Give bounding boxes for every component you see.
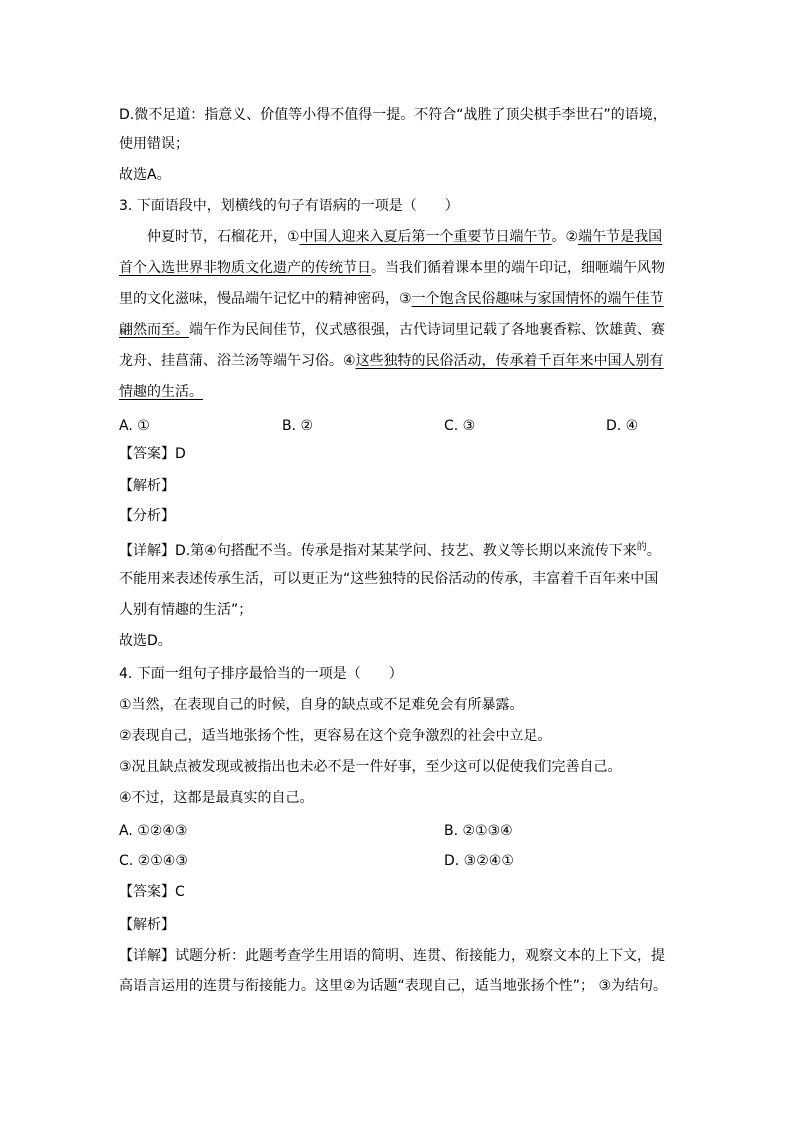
analysis-label	[119, 915, 679, 935]
underlined-sentence: 首个入选世界非物质文化遗产的传统节日	[119, 260, 371, 276]
sentence-item	[119, 695, 679, 715]
passage-line	[119, 289, 679, 309]
text-segment: 仲夏时节，石榴花开，①	[147, 229, 300, 245]
text-segment: 里的文化滋味，慢品端午记忆中的精神密码，③	[119, 291, 412, 307]
passage-line	[119, 258, 679, 278]
text-segment: 使用错误；	[119, 136, 189, 152]
passage-line	[119, 351, 679, 371]
option-a: A. ①②④③	[119, 823, 188, 839]
text-segment: 。当我们循着课本里的端午印记，细咂端午风物	[371, 260, 665, 276]
text-segment: 人别有情趣的生活”；	[119, 602, 253, 618]
detail-line	[119, 946, 679, 966]
text-segment: 【详解】D.第④句搭配不当。传承是指对某某学问、技艺、教义等长期以来流传下来	[119, 543, 637, 559]
text-segment: ②表现自己，适当地张扬个性，更容易在这个竞争激烈的社会中立足。	[119, 728, 552, 744]
text-segment: 【详解】试题分析：此题考查学生用语的简明、连贯、衔接能力，观察文本的上下文，提	[119, 948, 665, 964]
text-segment: 龙舟、挂菖蒲、浴兰汤等端午习俗。④	[119, 353, 356, 369]
choice-conclusion	[119, 631, 679, 651]
question-4-title	[119, 664, 679, 684]
analysis-option-d	[119, 105, 679, 125]
option-d: D. ③②④①	[444, 853, 514, 869]
text-segment: ①当然，在表现自己的时候，自身的缺点或不足难免会有所暴露。	[119, 697, 524, 713]
text-segment: D.微不足道：指意义、价值等小得不值得一提。不符合“战胜了顶尖棋手李世石”的语境，	[119, 107, 667, 123]
breakdown-label	[119, 506, 679, 526]
answer-label	[119, 444, 679, 464]
underlined-sentence: 中国人迎来入夏后第一个重要节日端午节	[299, 229, 552, 245]
underlined-sentence: 这些独特的民俗活动，传承着千百年来中国人别有	[355, 353, 664, 369]
text-segment: 【答案】C	[119, 884, 185, 900]
text-segment: 的	[636, 542, 647, 553]
question-4-options-row2	[119, 851, 679, 871]
option-c: C. ②①④③	[119, 853, 188, 869]
option-d: D. ④	[606, 418, 639, 434]
sentence-item	[119, 788, 679, 808]
text-segment: ④不过，这都是最真实的自己。	[119, 790, 314, 806]
text-segment: 故选A。	[119, 167, 171, 183]
passage-line	[119, 320, 679, 340]
detail-line	[119, 538, 679, 558]
answer-label	[119, 882, 679, 902]
sentence-item	[119, 757, 679, 777]
text-segment: 故选D。	[119, 633, 172, 649]
choice-conclusion	[119, 165, 679, 185]
text-segment: 。	[646, 543, 661, 559]
option-c: C. ③	[444, 418, 476, 434]
question-3-title	[119, 196, 679, 216]
option-b: B. ②	[282, 418, 314, 434]
text-segment: 【分析】	[119, 508, 175, 524]
detail-line	[119, 600, 679, 620]
text-segment: 不能用来表述传承生活，可以更正为“这些独特的民俗活动的传承，丰富着千百年来中国	[119, 571, 659, 587]
option-b: B. ②①③④	[444, 823, 513, 839]
text-segment: 【解析】	[119, 917, 175, 933]
text-segment: ③况且缺点被发现或被指出也未必不是一件好事，至少这可以促使我们完善自己。	[119, 759, 622, 775]
text-segment: 端午作为民间佳节，仪式感很强，古代诗词里记载了各地裹香粽、饮雄黄、赛	[189, 322, 665, 338]
question-3-options	[119, 416, 679, 436]
text-segment: 【解析】	[119, 478, 175, 494]
detail-line	[119, 976, 679, 996]
analysis-label	[119, 476, 679, 496]
underlined-sentence: 情趣的生活。	[119, 384, 203, 400]
passage-line	[119, 382, 679, 402]
underlined-sentence: 端午节是我国	[578, 229, 663, 245]
passage-line	[119, 227, 679, 247]
detail-line	[119, 569, 679, 589]
underlined-sentence: 翩然而至。	[119, 322, 189, 338]
text-segment: 3. 下面语段中，划横线的句子有语病的一项是（ ）	[119, 198, 459, 214]
option-a: A. ①	[119, 418, 150, 434]
text-segment: 【答案】D	[119, 446, 186, 462]
sentence-item	[119, 726, 679, 746]
text-segment: 4. 下面一组句子排序最恰当的一项是（ ）	[119, 666, 403, 682]
text-segment: 高语言运用的连贯与衔接能力。这里②为话题“表现自己，适当地张扬个性”； ③为结句。	[119, 978, 668, 994]
text-segment: 。②	[551, 229, 579, 245]
question-4-options-row1	[119, 821, 679, 841]
underlined-sentence: 一个饱含民俗趣味与家国情怀的端午佳节	[411, 291, 664, 307]
analysis-option-d-cont	[119, 134, 679, 154]
